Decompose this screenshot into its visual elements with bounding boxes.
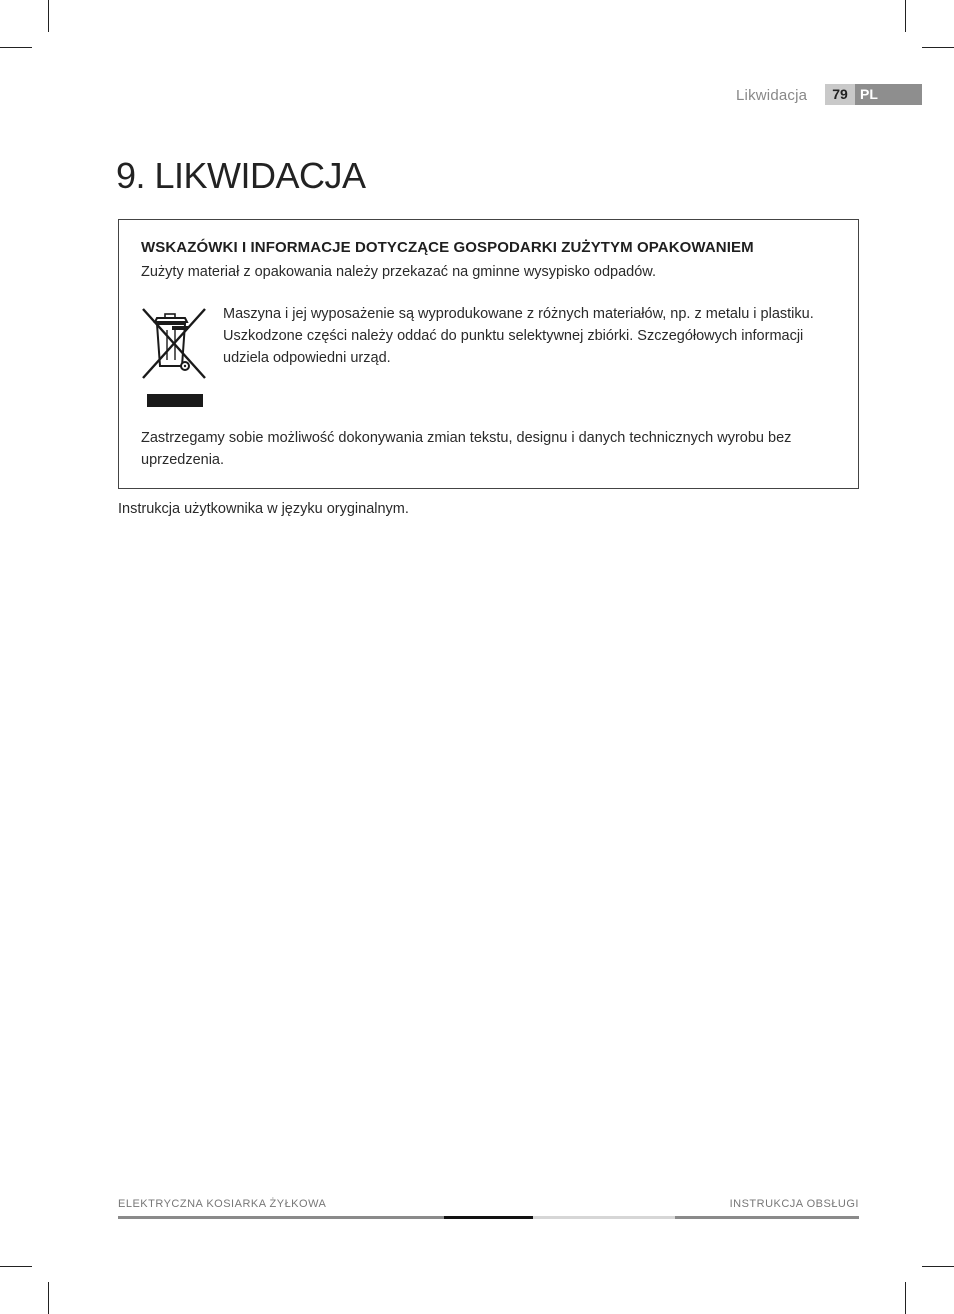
footer-bar — [675, 1216, 859, 1219]
crop-mark — [0, 1266, 32, 1267]
footer-bar — [118, 1216, 444, 1219]
footer-bar — [533, 1216, 675, 1219]
page-number: 79 — [825, 84, 855, 105]
language-badge: PL — [855, 84, 922, 105]
original-instructions-note: Instrukcja użytkownika w języku oryginalnym. — [118, 501, 409, 517]
crop-mark — [48, 0, 49, 32]
crop-mark — [48, 1282, 49, 1314]
crop-mark — [905, 0, 906, 32]
reservation-text: Zastrzegamy sobie możliwość dokonywania zmian tekstu, designu i danych technicznych wyrobu bez uprzedzenia. — [141, 430, 792, 468]
crop-mark — [0, 47, 32, 48]
footer-product-name: ELEKTRYCZNA KOSIARKA ŻYŁKOWA — [118, 1198, 327, 1210]
notice-heading: WSKAZÓWKI I INFORMACJE DOTYCZĄCE GOSPODARKI ZUŻYTYM OPAKOWANIEM — [141, 239, 754, 256]
footer-document-type: INSTRUKCJA OBSŁUGI — [729, 1198, 859, 1210]
crop-mark — [922, 1266, 954, 1267]
crossed-out-wheelie-bin-icon — [141, 306, 209, 408]
notice-box — [118, 219, 859, 489]
footer-bar — [444, 1216, 533, 1219]
machine-disposal-text: Maszyna i jej wyposażenie są wyprodukowane z różnych materiałów, np. z metalu i plastiku. Uszkodzone części należy oddać do punktu selektywnej zbiórki. Szczegółowych informacji udziela odpowiedni urząd. — [223, 306, 814, 366]
packaging-text: Zużyty materiał z opakowania należy przekazać na gminne wysypisko odpadów. — [141, 264, 657, 280]
crop-mark — [922, 47, 954, 48]
page-title: 9. LIKWIDACJA — [116, 155, 366, 196]
header-section-title: Likwidacja — [736, 87, 808, 104]
crop-mark — [905, 1282, 906, 1314]
